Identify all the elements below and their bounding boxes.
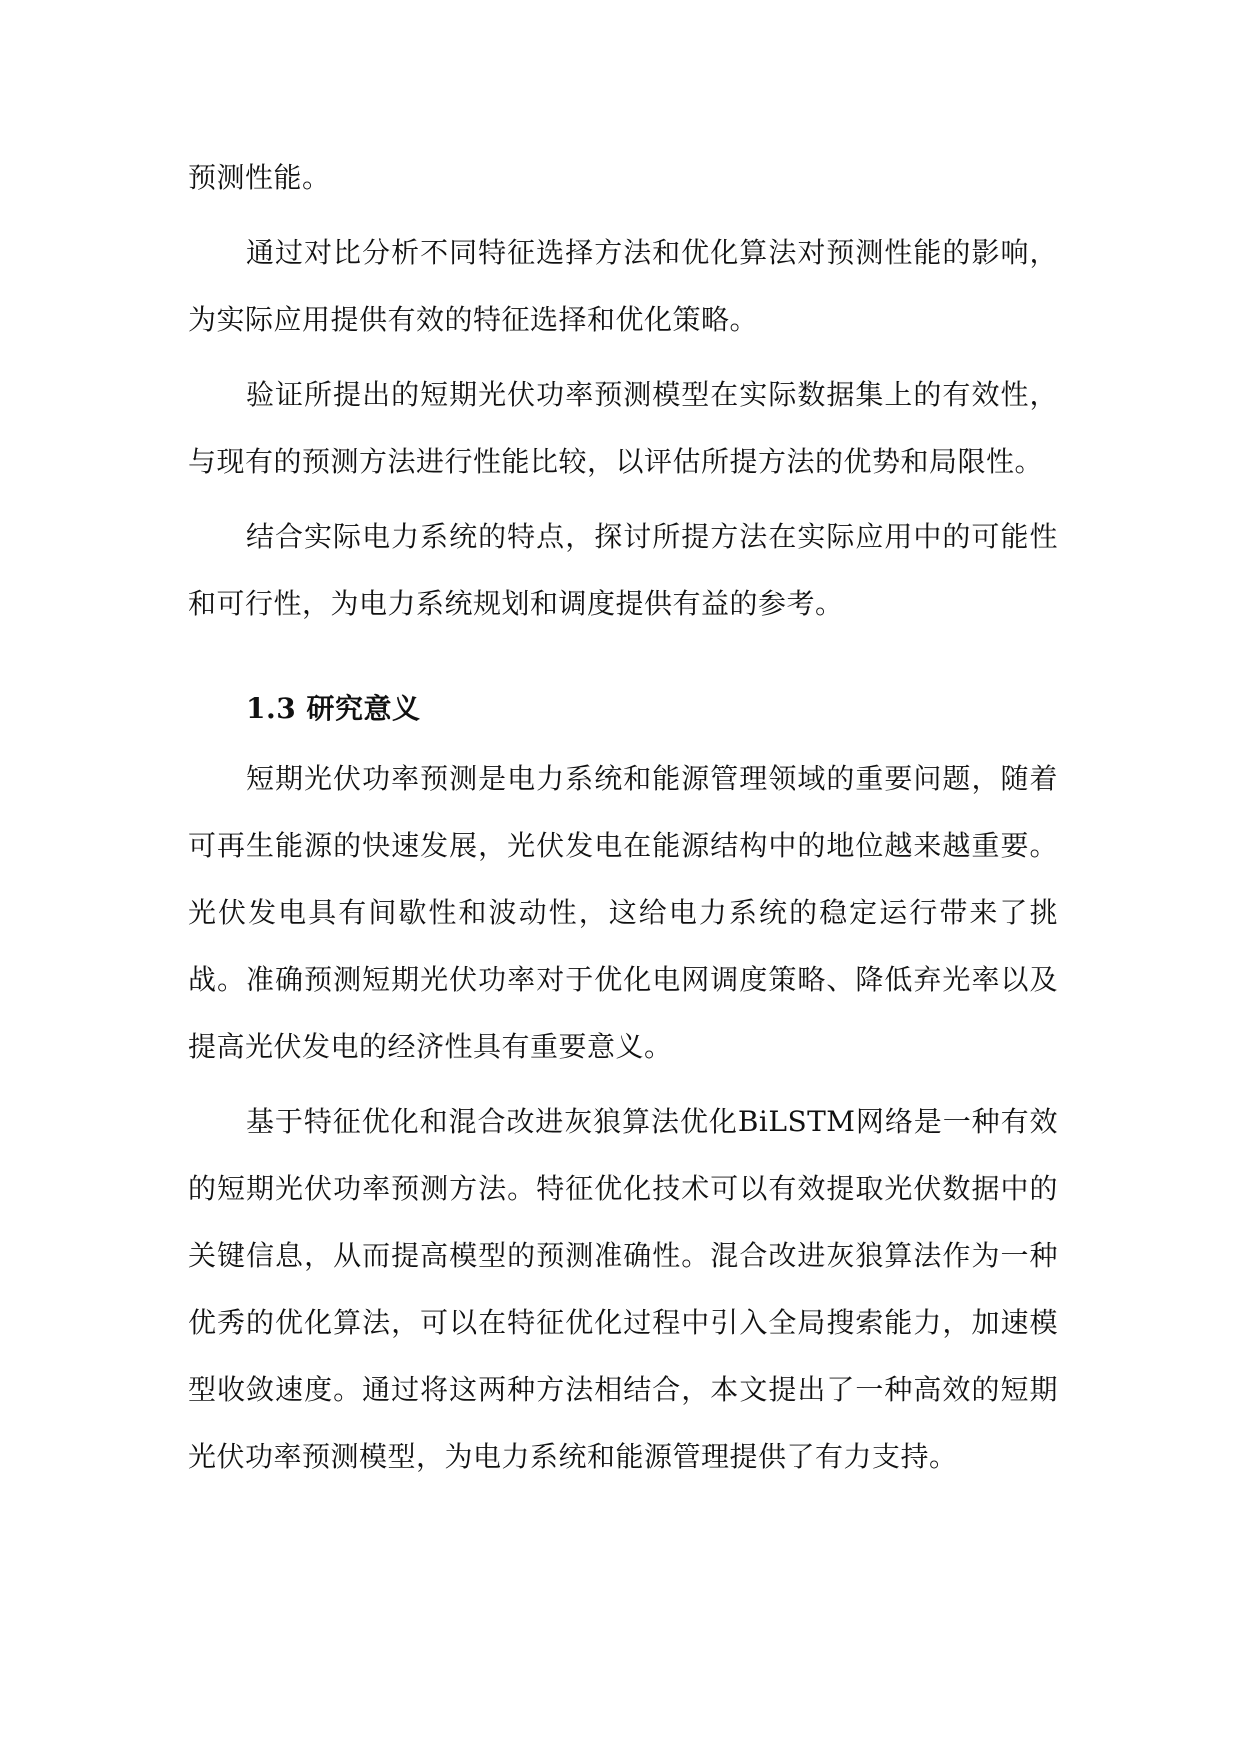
section-number: 1.3 — [246, 692, 297, 725]
paragraph-practical-application: 结合实际电力系统的特点，探讨所提方法在实际应用中的可能性和可行性，为电力系统规划和调度提供有益的参考。 — [188, 520, 1058, 620]
page-body — [188, 144, 1058, 1490]
paragraph-feature-selection: 通过对比分析不同特征选择方法和优化算法对预测性能的影响，为实际应用提供有效的特征选择和优化策略。 — [188, 236, 1058, 336]
section-title: 研究意义 — [306, 692, 421, 725]
paragraph-research-significance: 短期光伏功率预测是电力系统和能源管理领域的重要问题，随着可再生能源的快速发展，光伏发电在能源结构中的地位越来越重要。光伏发电具有间歇性和波动性，这给电力系统的稳定运行带来了挑战。准确预测短期光伏功率对于优化电网调度策略、降低弃光率以及提高光伏发电的经济性具有重要意义。 — [188, 762, 1058, 1063]
paragraph-method-summary: 基于特征优化和混合改进灰狼算法优化BiLSTM网络是一种有效的短期光伏功率预测方法。特征优化技术可以有效提取光伏数据中的关键信息，从而提高模型的预测准确性。混合改进灰狼算法作为一种优秀的优化算法，可以在特征优化过程中引入全局搜索能力，加速模型收敛速度。通过将这两种方法相结合，本文提出了一种高效的短期光伏功率预测模型，为电力系统和能源管理提供了有力支持。 — [188, 1105, 1058, 1473]
paragraph-model-validation: 验证所提出的短期光伏功率预测模型在实际数据集上的有效性，与现有的预测方法进行性能比较，以评估所提方法的优势和局限性。 — [188, 378, 1058, 478]
section-heading — [188, 675, 1058, 742]
paragraph-continuation: 预测性能。 — [188, 161, 331, 194]
